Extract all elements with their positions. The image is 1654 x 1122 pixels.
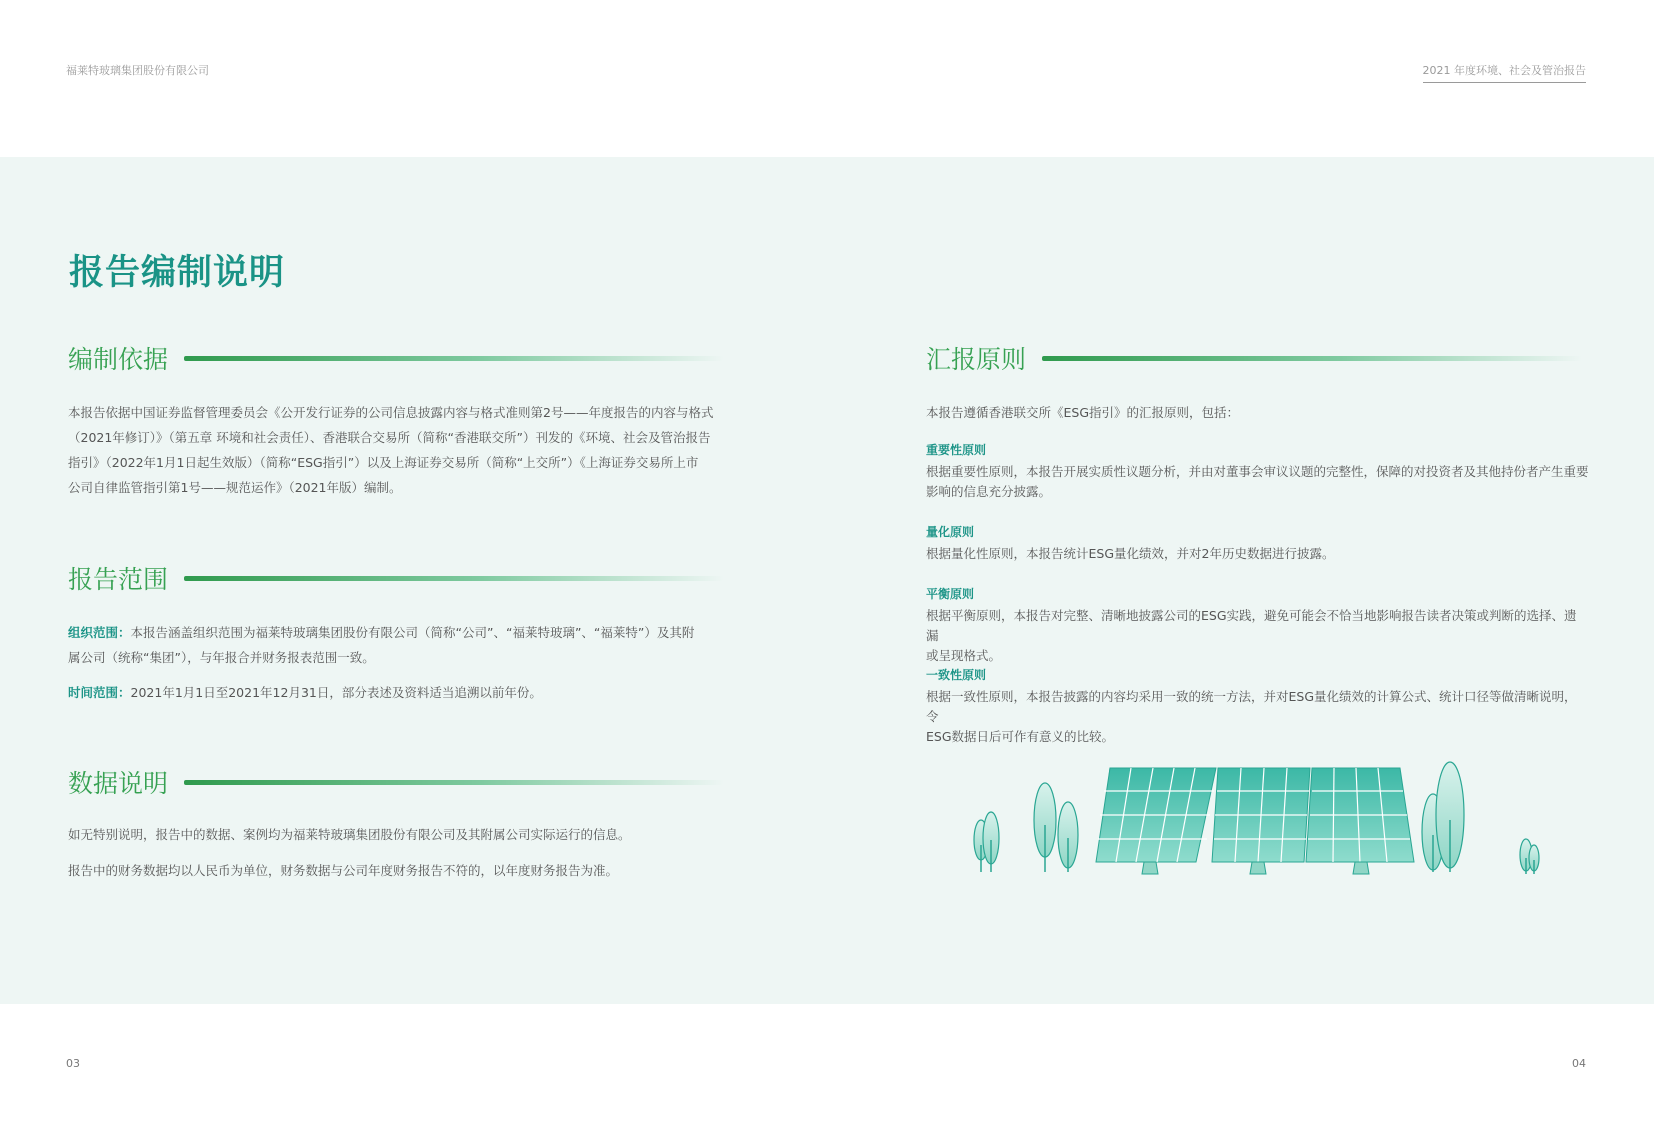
principle-title: 平衡原则 [926, 587, 975, 601]
time-scope-label: 时间范围： [68, 685, 131, 700]
heading-divider [184, 576, 724, 581]
section-title: 编制依据 [68, 345, 169, 374]
principle-body [926, 687, 1589, 747]
data-note-paragraph-2: 报告中的财务数据均以人民币为单位，财务数据与公司年度财务报告不符的，以年度财务报告为准。 [68, 863, 619, 878]
page-number-right: 04 [1572, 1057, 1586, 1070]
tree-icon [1034, 783, 1078, 872]
principle-line: 根据一致性原则，本报告披露的内容均采用一致的统一方法，并对ESG量化绩效的计算公式、统计口径等做清晰说明，令 [926, 689, 1577, 724]
principle-body [926, 462, 1589, 502]
tree-icon [1422, 762, 1464, 872]
scope-time-paragraph [68, 680, 758, 705]
principle-line: 根据重要性原则，本报告开展实质性议题分析，并由对董事会审议议题的完整性，保障的对投资者及其他持份者产生重要 [926, 464, 1589, 479]
data-note-paragraph-1: 如无特别说明，报告中的数据、案例均为福莱特玻璃集团股份有限公司及其附属公司实际运行的信息。 [68, 827, 631, 842]
company-name: 福莱特玻璃集团股份有限公司 [66, 64, 209, 77]
scope-org-paragraph [68, 620, 758, 670]
org-scope-label: 组织范围： [68, 625, 131, 640]
section-scope-heading [68, 560, 724, 596]
basis-line: 本报告依据中国证券监督管理委员会《公开发行证券的公司信息披露内容与格式准则第2号——年度报告的内容与格式 [68, 405, 714, 420]
basis-line: 公司自律监管指引第1号——规范运作》（2021年版）编制。 [68, 480, 402, 495]
heading-divider [184, 780, 724, 785]
section-title: 报告范围 [68, 565, 169, 594]
basis-line: 指引》（2022年1月1日起生效版）（简称“ESG指引”）以及上海证券交易所（简称“上交所”）《上海证券交易所上市 [68, 455, 699, 470]
solar-panel-icon [1096, 768, 1414, 874]
principle-line: 影响的信息充分披露。 [926, 484, 1052, 499]
principle-line: 或呈现格式。 [926, 648, 1002, 663]
solar-trees-illustration [960, 750, 1560, 880]
report-title: 2021 年度环境、社会及管治报告 [1423, 62, 1587, 83]
section-principles-heading [926, 340, 1582, 376]
principle-body [926, 544, 1589, 564]
tree-icon [1520, 839, 1539, 874]
principle-line: 根据平衡原则，本报告对完整、清晰地披露公司的ESG实践，避免可能会不恰当地影响报告读者决策或判断的选择、遗漏 [926, 608, 1577, 643]
principle-title: 量化原则 [926, 525, 975, 539]
principles-intro: 本报告遵循香港联交所《ESG指引》的汇报原则，包括： [926, 405, 1240, 420]
principle-line: 根据量化性原则，本报告统计ESG量化绩效，并对2年历史数据进行披露。 [926, 546, 1335, 561]
page-number-left: 03 [66, 1057, 80, 1070]
tree-icon [974, 812, 999, 872]
time-scope-text: 2021年1月1日至2021年12月31日，部分表述及资料适当追溯以前年份。 [130, 685, 542, 700]
section-basis-heading [68, 340, 724, 376]
section-title: 数据说明 [68, 769, 169, 798]
heading-divider [1042, 356, 1582, 361]
org-scope-text: 本报告涵盖组织范围为福莱特玻璃集团股份有限公司（简称“公司”、“福莱特玻璃”、“福莱特”）及其附 [130, 625, 695, 640]
basis-paragraph [68, 400, 748, 500]
basis-line: （2021年修订）》（第五章 环境和社会责任）、香港联合交易所（简称“香港联交所”）刊发的《环境、社会及管治报告 [68, 430, 711, 445]
page-title: 报告编制说明 [69, 253, 286, 293]
principle-title: 重要性原则 [926, 443, 987, 457]
principle-body [926, 606, 1589, 666]
principle-title: 一致性原则 [926, 668, 987, 682]
org-scope-text-cont: 属公司（统称“集团”），与年报合并财务报表范围一致。 [68, 650, 375, 665]
heading-divider [184, 356, 724, 361]
principle-line: ESG数据日后可作有意义的比较。 [926, 729, 1115, 744]
section-title: 汇报原则 [926, 345, 1027, 374]
section-data-heading [68, 764, 724, 800]
